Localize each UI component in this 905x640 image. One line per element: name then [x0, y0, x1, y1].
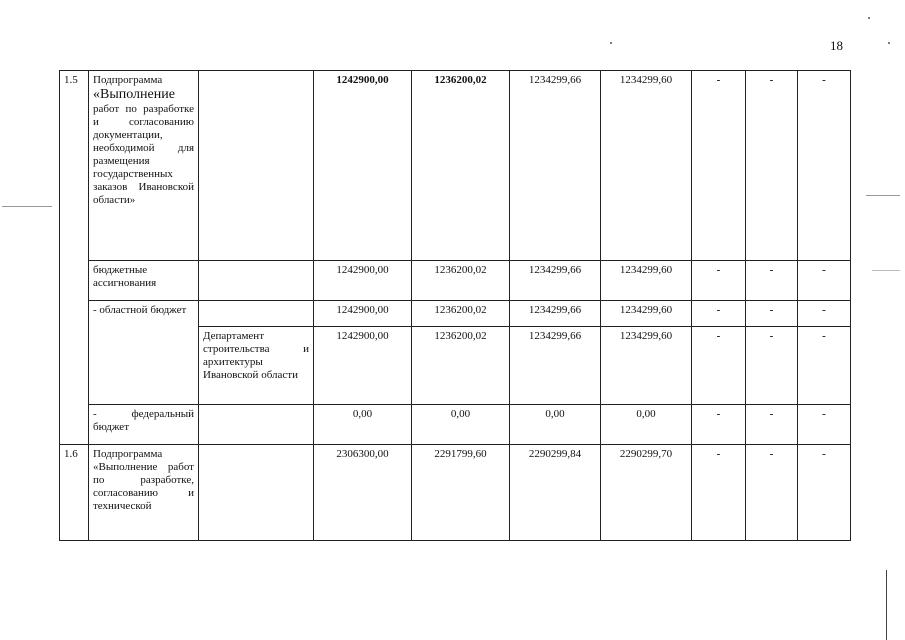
dash-cell: -: [746, 405, 798, 445]
value-cell: 1242900,00: [314, 71, 412, 261]
dash-cell: -: [692, 405, 746, 445]
executor-cell: [199, 261, 314, 301]
dash-cell: -: [692, 71, 746, 261]
value-cell: 1242900,00: [314, 261, 412, 301]
value-cell: 1242900,00: [314, 301, 412, 327]
dash-cell: -: [746, 301, 798, 327]
dash-cell: -: [692, 445, 746, 541]
dash-cell: -: [798, 71, 851, 261]
table-row: [60, 405, 851, 445]
value-cell: 0,00: [601, 405, 692, 445]
table-row: [60, 71, 851, 261]
scan-mark-right: [866, 195, 900, 196]
program-name-cell: бюджетные ассигнования: [89, 261, 199, 301]
scan-mark-right-2: [872, 270, 900, 271]
dash-cell: -: [798, 301, 851, 327]
dash-cell: -: [746, 261, 798, 301]
value-cell: 2290299,70: [601, 445, 692, 541]
executor-cell: Департамент строительства и архитектуры Ивановской области: [199, 327, 314, 405]
program-name-rest: работ по разработке и согласованию документации, необходимой для размещения государственных заказов Ивановской области»: [93, 103, 194, 206]
row-number: 1.5: [60, 71, 89, 445]
dash-cell: -: [798, 261, 851, 301]
executor-cell: [199, 405, 314, 445]
table-row: [60, 261, 851, 301]
value-cell: 1234299,60: [601, 301, 692, 327]
dash-cell: -: [692, 327, 746, 405]
executor-cell: [199, 301, 314, 327]
value-cell: 1234299,66: [510, 71, 601, 261]
value-cell: 1234299,66: [510, 301, 601, 327]
dash-cell: -: [692, 261, 746, 301]
program-name-cell: Подпрограмма «Выполнение работ по разработке, согласованию и технической: [89, 445, 199, 541]
value-cell: 0,00: [510, 405, 601, 445]
program-name-line2: «Выполнение: [93, 87, 175, 102]
value-cell: 1236200,02: [412, 301, 510, 327]
value-cell: 1234299,66: [510, 261, 601, 301]
value-cell: 1234299,60: [601, 327, 692, 405]
dash-cell: -: [798, 445, 851, 541]
value-cell: 1234299,66: [510, 327, 601, 405]
dash-cell: -: [692, 301, 746, 327]
value-cell: 1236200,02: [412, 71, 510, 261]
page-number: 18: [830, 38, 843, 53]
value-cell: 0,00: [412, 405, 510, 445]
value-cell: 1242900,00: [314, 327, 412, 405]
value-cell: 1234299,60: [601, 71, 692, 261]
value-cell: 1234299,60: [601, 261, 692, 301]
budget-table: [59, 70, 851, 541]
executor-cell: [199, 445, 314, 541]
scan-speck: [868, 17, 870, 19]
dash-cell: -: [746, 327, 798, 405]
row-number: 1.6: [60, 445, 89, 541]
value-cell: 2306300,00: [314, 445, 412, 541]
dash-cell: -: [798, 327, 851, 405]
program-name-line1: Подпрограмма: [93, 74, 163, 86]
program-name-cell: - федеральный бюджет: [89, 405, 199, 445]
value-cell: 0,00: [314, 405, 412, 445]
table-row: [60, 445, 851, 541]
program-name-cell: - областной бюджет: [89, 301, 199, 405]
scan-edge-line: [886, 570, 887, 640]
value-cell: 2291799,60: [412, 445, 510, 541]
executor-cell: [199, 71, 314, 261]
dash-cell: -: [798, 405, 851, 445]
scan-speck: [888, 42, 890, 44]
scan-mark-left: [2, 206, 52, 207]
value-cell: 1236200,02: [412, 261, 510, 301]
program-name-cell: [89, 71, 199, 261]
dash-cell: -: [746, 445, 798, 541]
value-cell: 1236200,02: [412, 327, 510, 405]
scan-speck: [610, 42, 612, 44]
value-cell: 2290299,84: [510, 445, 601, 541]
dash-cell: -: [746, 71, 798, 261]
table-row: [60, 301, 851, 327]
